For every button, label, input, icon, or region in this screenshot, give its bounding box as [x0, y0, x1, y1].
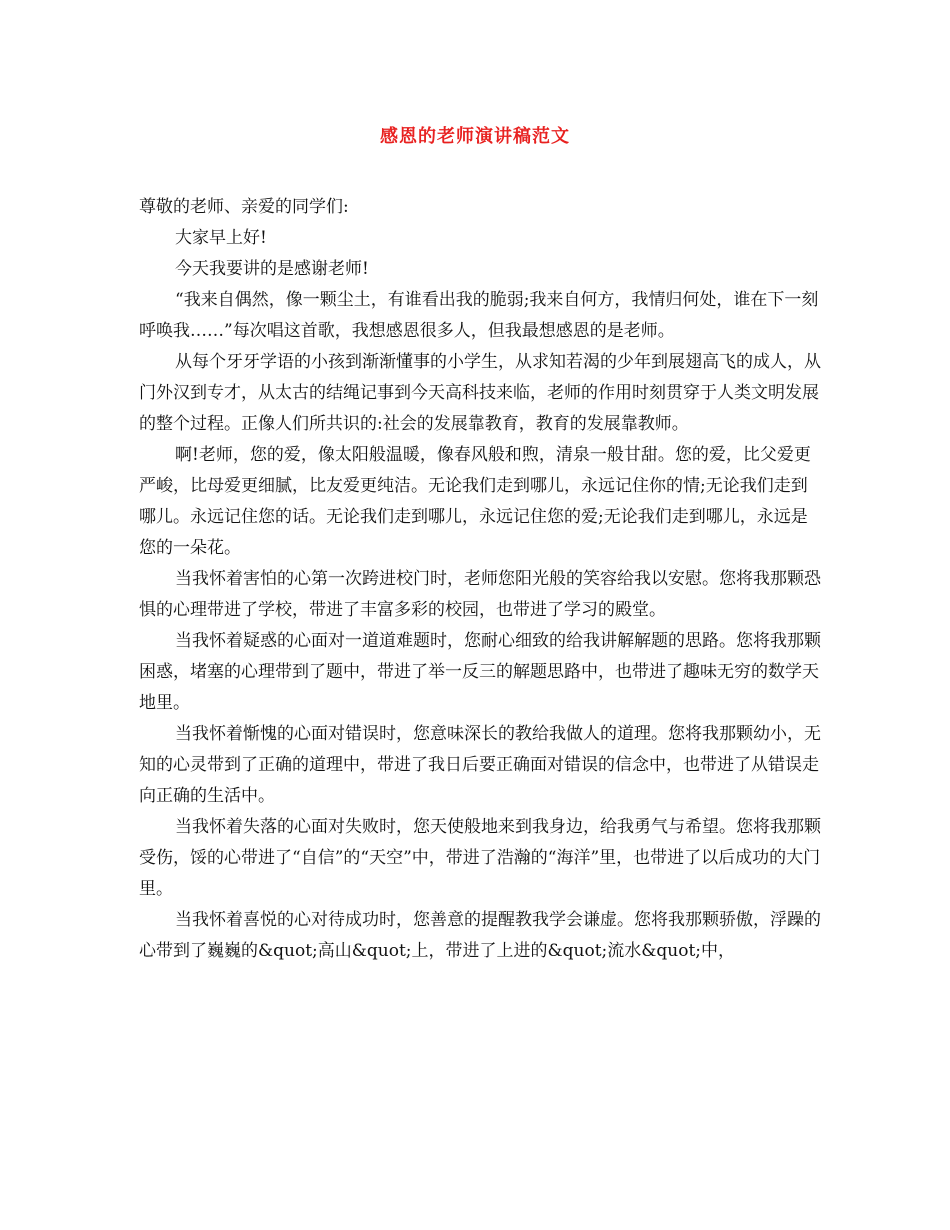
paragraph: 啊!老师，您的爱，像太阳般温暖，像春风般和煦，清泉一般甘甜。您的爱，比父爱更严峻，比母爱更细腻，比友爱更纯洁。无论我们走到哪儿，永远记住你的情;无论我们走到哪儿。永远记住您的话。无论我们走到哪儿，永远记住您的爱;无论我们走到哪儿，永远是您的一朵花。	[139, 445, 811, 558]
document-body	[139, 192, 823, 967]
salutation: 尊敬的老师、亲爱的同学们:	[139, 197, 349, 217]
paragraph: 从每个牙牙学语的小孩到渐渐懂事的小学生，从求知若渴的少年到展翅高飞的成人，从门外汉到专才，从太古的结绳记事到今天高科技来临，老师的作用时刻贯穿于人类文明发展的整个过程。正像人们所共识的:社会的发展靠教育，教育的发展靠教师。	[139, 352, 821, 434]
paragraph: 当我怀着惭愧的心面对错误时，您意味深长的教给我做人的道理。您将我那颗幼小，无知的心灵带到了正确的道理中，带进了我日后要正确面对错误的信念中，也带进了从错误走向正确的生活中。	[139, 724, 821, 806]
document-title: 感恩的老师演讲稿范文	[380, 126, 570, 147]
paragraph: 当我怀着失落的心面对失败时，您天使般地来到我身边，给我勇气与希望。您将我那颗受伤，馁的心带进了“自信”的“天空”中，带进了浩瀚的“海洋”里，也带进了以后成功的大门里。	[139, 817, 821, 899]
paragraph: “我来自偶然，像一颗尘土，有谁看出我的脆弱;我来自何方，我情归何处，谁在下一刻呼唤我……”每次唱这首歌，我想感恩很多人，但我最想感恩的是老师。	[139, 290, 819, 341]
paragraph-topic: 今天我要讲的是感谢老师!	[175, 259, 369, 279]
paragraph: 当我怀着害怕的心第一次跨进校门时，老师您阳光般的笑容给我以安慰。您将我那颗恐惧的心理带进了学校，带进了丰富多彩的校园，也带进了学习的殿堂。	[139, 569, 821, 620]
paragraph-greeting: 大家早上好!	[175, 228, 267, 248]
paragraph: 当我怀着喜悦的心对待成功时，您善意的提醒教我学会谦虚。您将我那颗骄傲，浮躁的心带到了巍巍的&quot;高山&quot;上，带进了上进的&quot;流水&quot;中，	[139, 910, 821, 961]
paragraph: 当我怀着疑惑的心面对一道道难题时，您耐心细致的给我讲解解题的思路。您将我那颗困惑，堵塞的心理带到了题中，带进了举一反三的解题思路中，也带进了趣味无穷的数学天地里。	[139, 631, 821, 713]
